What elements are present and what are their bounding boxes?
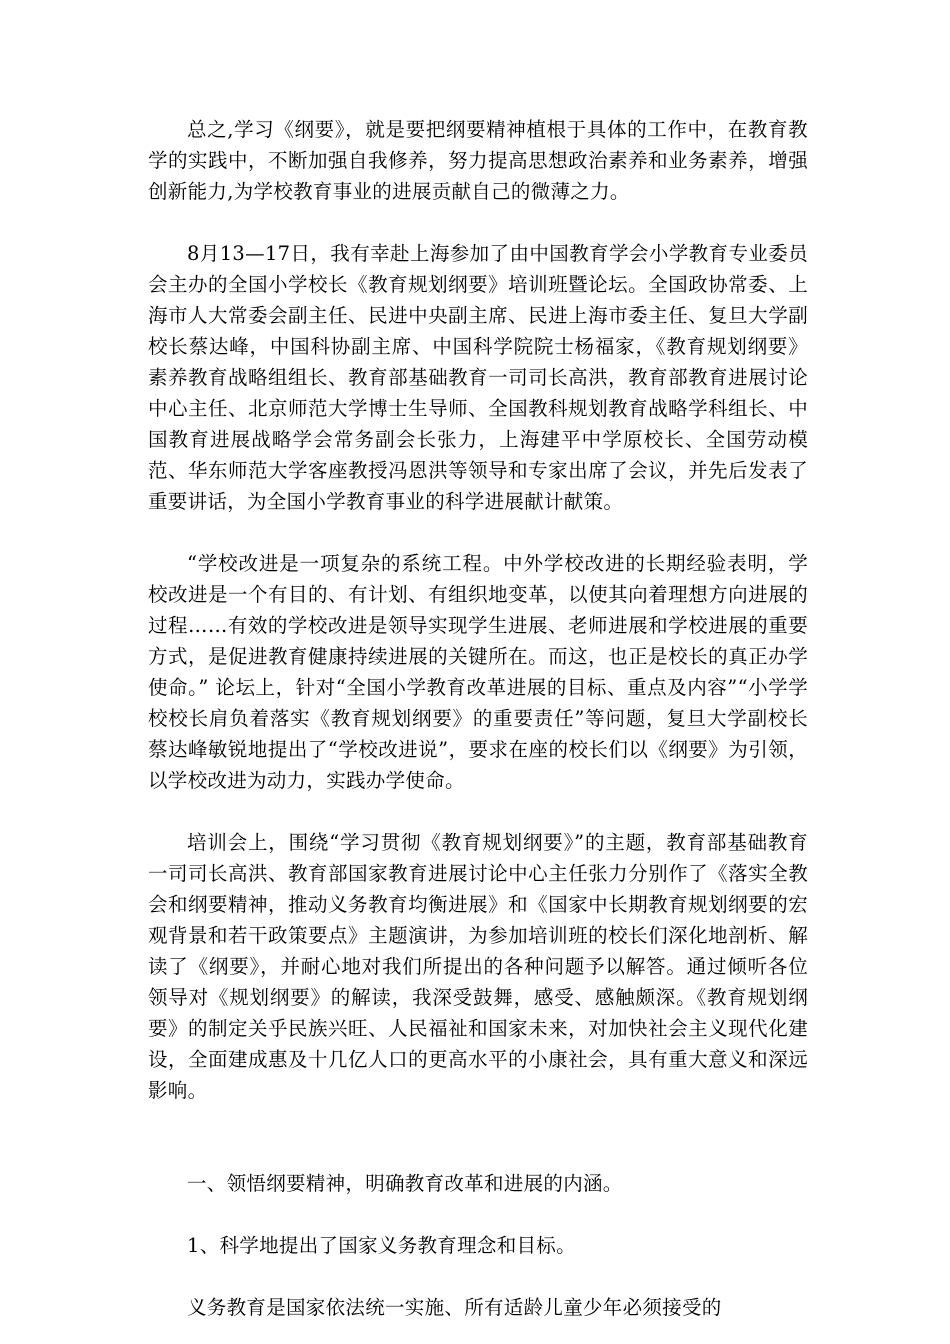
paragraph-compulsory-education: 义务教育是国家依法统一实施、所有适龄儿童少年必须接受的 bbox=[187, 1296, 722, 1319]
paragraph-school-improvement: “学校改进是一项复杂的系统工程。中外学校改进的长期经验表明，学校改进是一个有目的、有计划、有组织地变革，以使其向着理想方向进展的过程……有效的学校改进是领导实现学生进展、老师进展和学校进展的重要方式，是促进教育健康持续进展的关键所在。而这，也正是校长的真正办学使命。” 论坛上，针对“全国小学教育改革进展的目标、重点及内容”“小学学校校长肩负着落实《教育规划纲要》的重要责任”等问题，复旦大学副校长蔡达峰敏锐地提出了“学校改进说”，要求在座的校长们以《纲要》为引领，以学校改进为动力，实践办学使命。 bbox=[148, 552, 808, 792]
paragraph-training-forum: 8月13—17日，我有幸赴上海参加了由中国教育学会小学教育专业委员会主办的全国小学校长《教育规划纲要》培训班暨论坛。全国政协常委、上海市人大常委会副主任、民进中央副主席、民进上海市委主任、复旦大学副校长蔡达峰，中国科协副主席、中国科学院院士杨福家，《教育规划纲要》素养教育战略组组长、教育部基础教育一司司长高洪，教育部教育进展讨论中心主任、北京师范大学博士生导师、全国教科规划教育战略学科组长、中国教育进展战略学会常务副会长张力，上海建平中学原校长、全国劳动模范、华东师范大学客座教授冯恩洪等领导和专家出席了会议，并先后发表了重要讲话，为全国小学教育事业的科学进展献计献策。 bbox=[148, 242, 808, 513]
subheading: 1、科学地提出了国家义务教育理念和目标。 bbox=[187, 1234, 576, 1257]
section-heading: 一、领悟纲要精神，明确教育改革和进展的内涵。 bbox=[187, 1172, 623, 1195]
document-body bbox=[148, 114, 808, 1323]
section-spacer bbox=[148, 1106, 808, 1168]
paragraph-training-meeting: 培训会上，围绕“学习贯彻《教育规划纲要》”的主题，教育部基础教育一司司长高洪、教育部国家教育进展讨论中心主任张力分别作了《落实全教会和纲要精神，推动义务教育均衡进展》和《国家中长期教育规划纲要的宏观背景和若干政策要点》主题演讲，为参加培训班的校长们深化地剖析、解读了《纲要》，并耐心地对我们所提出的各种问题予以解答。通过倾听各位领导对《规划纲要》的解读，我深受鼓舞，感受、感触颇深。《教育规划纲要》的制定关乎民族兴旺、人民福祉和国家未来，对加快社会主义现代化建设，全面建成惠及十几亿人口的更高水平的小康社会，具有重大意义和深远影响。 bbox=[148, 831, 808, 1102]
paragraph-conclusion: 总之,学习《纲要》，就是要把纲要精神植根于具体的工作中，在教育教学的实践中，不断加强自我修养，努力提高思想政治素养和业务素养，增强创新能力,为学校教育事业的进展贡献自己的微薄之力。 bbox=[148, 118, 808, 203]
